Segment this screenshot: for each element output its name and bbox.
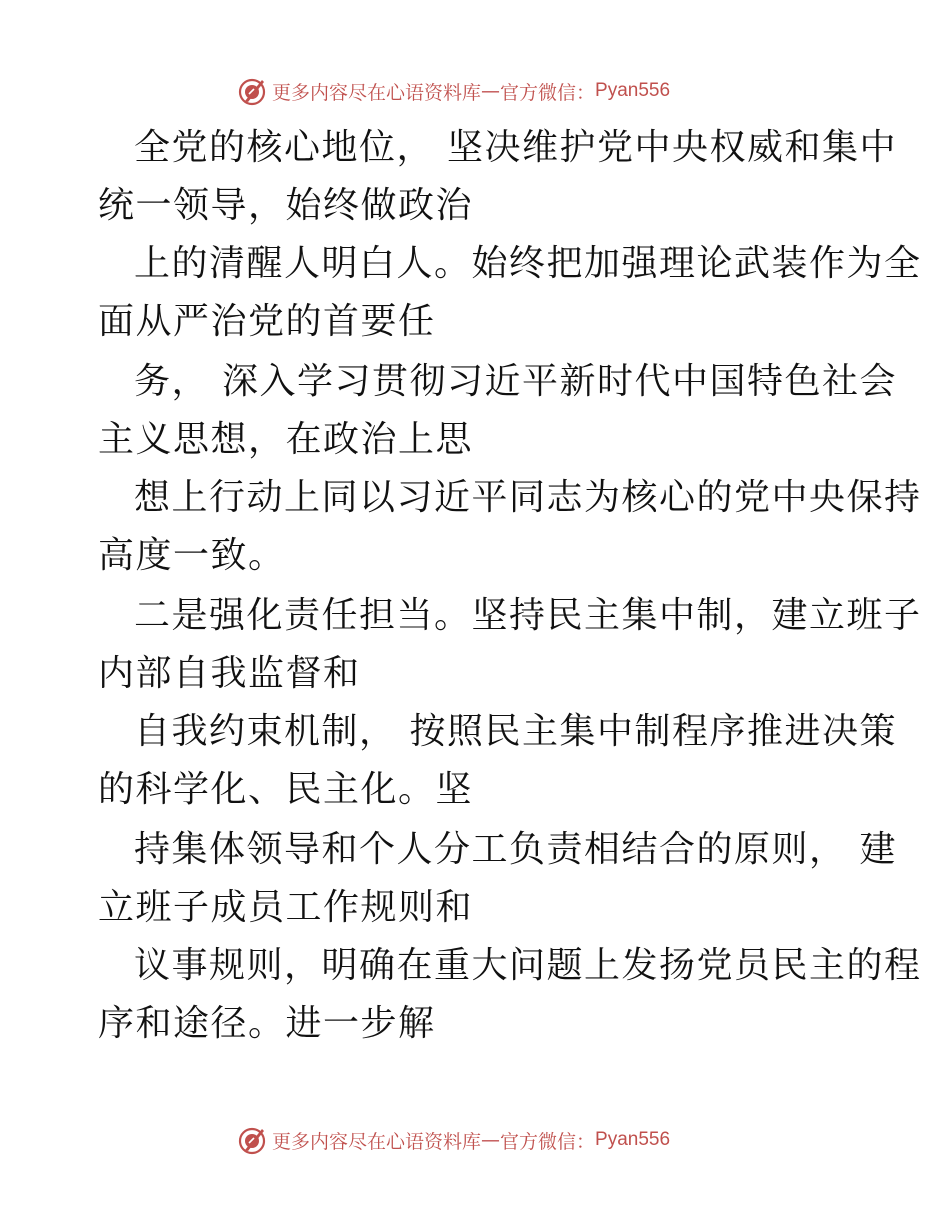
body-line: 面从严治党的首要任 xyxy=(98,301,436,342)
body-line: 的科学化、民主化。坚 xyxy=(98,769,474,810)
banner-title: 更多内容尽在心语资料库 xyxy=(272,1130,482,1153)
banner-wechat-id: Pyan556 xyxy=(595,80,671,101)
body-line: 主义思想，在政治上思 xyxy=(98,419,474,460)
banner-wechat-label: 官方微信： xyxy=(500,81,596,104)
body-line: 立班子成员工作规则和 xyxy=(98,887,474,928)
footer-banner xyxy=(236,1123,716,1157)
body-line: 序和途径。进一步解 xyxy=(98,1003,436,1044)
body-line: 内部自我监督和 xyxy=(98,653,361,694)
banner-wechat-id: Pyan556 xyxy=(595,1129,671,1150)
banner-separator: — xyxy=(481,80,501,102)
body-line: 二是强化责任担当。坚持民主集中制，建立班子 xyxy=(134,595,922,636)
body-line: 持集体领导和个人分工负责相结合的原则， 建 xyxy=(134,829,897,870)
body-line: 统一领导，始终做政治 xyxy=(98,185,474,226)
body-line: 想上行动上同以习近平同志为核心的党中央保持 xyxy=(134,477,922,518)
banner-wechat-label: 官方微信： xyxy=(500,1130,596,1153)
body-line: 全党的核心地位， 坚决维护党中央权威和集中 xyxy=(134,127,897,168)
body-line: 议事规则，明确在重大问题上发扬党员民主的程 xyxy=(134,945,922,986)
body-line: 上的清醒人明白人。始终把加强理论武装作为全 xyxy=(134,243,922,284)
body-line: 高度一致。 xyxy=(98,535,286,576)
quill-pen-circle-logo-icon xyxy=(236,1124,268,1156)
banner-separator: — xyxy=(481,1129,501,1151)
body-line: 务， 深入学习贯彻习近平新时代中国特色社会 xyxy=(134,361,897,402)
body-line: 自我约束机制， 按照民主集中制程序推进决策 xyxy=(134,711,897,752)
banner-title: 更多内容尽在心语资料库 xyxy=(272,81,482,104)
